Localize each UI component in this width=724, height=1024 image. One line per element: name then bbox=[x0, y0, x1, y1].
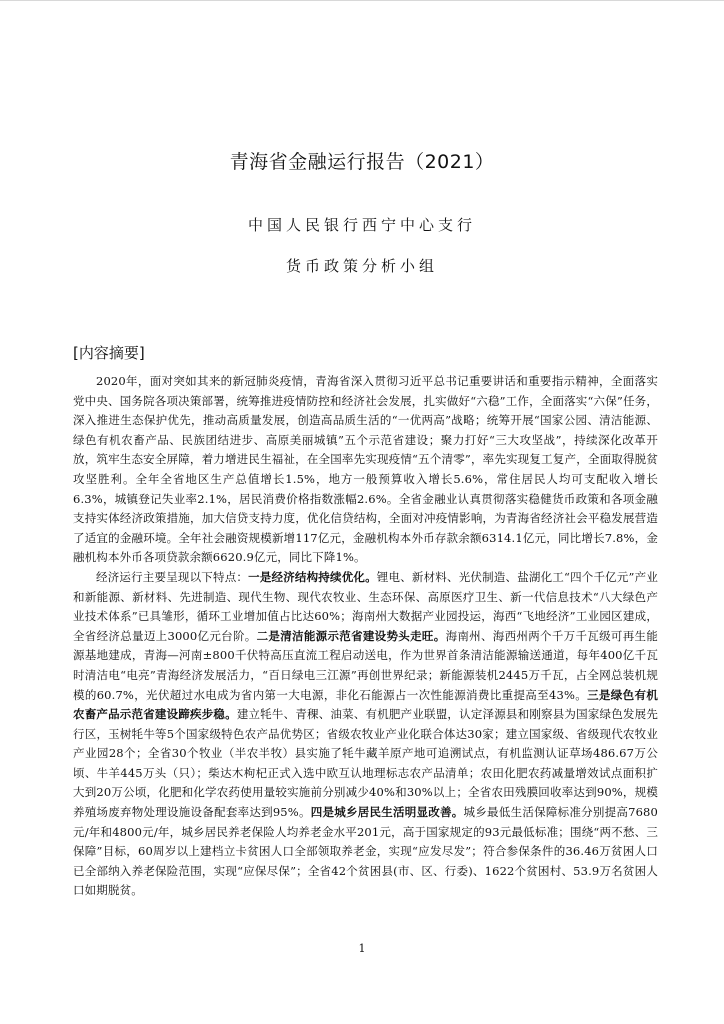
page-top-rule bbox=[0, 0, 724, 1]
features-intro: 经济运行主要呈现以下特点： bbox=[96, 569, 249, 584]
point-3-text: 建立牦牛、青稞、油菜、有机肥产业联盟，认定泽源县和刚察县为国家绿色发展先行区，玉树牦牛等5个国家级特色农产品优势区；省级农牧业产业化联合体达30家；建立国家级、省级现代农牧业产业园28个；全省30个牧业（半农半牧）县实施了牦牛藏羊原产地可追溯试点，有机监测认证草场486.67万公顷、牛羊445万头（只）；柴达木枸杞正式入选中欧互认地理标志农产品清单；农田化肥农药减量增效试点面积扩大到20万公顷，化肥和化学农药使用量较实施前分别减少40%和30%以上；全省农田残膜回收率达到90%，规模养殖场废弃物处理设施设备配套率达到95%。 bbox=[73, 707, 658, 820]
point-4-heading: 四是城乡居民生活明显改善。 bbox=[310, 805, 464, 820]
section-heading-summary: [内容摘要] bbox=[73, 344, 145, 362]
summary-paragraph-2 bbox=[73, 568, 658, 901]
issuing-organization: 中国人民银行西宁中心支行 bbox=[247, 216, 476, 234]
point-4-text: 城乡最低生活保障标准分别提高7680元/年和4800元/年，城乡居民养老保险人均养老金水平201元，高于国家规定的93元最低标准；围绕“两不愁、三保障”目标，60周岁以上建档立卡贫困人口全部领取养老金，实现“应发尽发”；符合参保条件的36.46万贫困人口已全部纳入养老保险范围，实现“应保尽保”；全省42个贫困县(市、区、行委)、1622个贫困村、53.9万名贫困人口如期脱贫。 bbox=[73, 805, 658, 898]
page-number: 1 bbox=[358, 942, 366, 955]
point-1-text: 锂电、新材料、光伏制造、盐湖化工“四个千亿元”产业和新能源、新材料、先进制造、现代生物、现代农牧业、生态环保、高原医疗卫生、新一代信息技术“八大绿色产业技术体系”已具雏形，循环工业增加值占比达60%；海南州大数据产业园投运，海西“飞地经济”工业园区建成，全省经济总量迈上3000亿元台阶。 bbox=[73, 569, 658, 643]
point-1-heading: 一是经济结构持续优化。 bbox=[248, 569, 377, 584]
point-2-heading: 二是清洁能源示范省建设势头走旺。 bbox=[256, 628, 446, 643]
point-3-heading: 三是绿色有机农畜产品示范省建设蹄疾步稳。 bbox=[73, 687, 658, 722]
author-group: 货币政策分析小组 bbox=[285, 257, 438, 275]
summary-body bbox=[73, 372, 658, 901]
summary-paragraph-1: 2020年，面对突如其来的新冠肺炎疫情，青海省深入贯彻习近平总书记重要讲话和重要指示精神，全面落实党中央、国务院各项决策部署，统筹推进疫情防控和经济社会发展，扎实做好“六稳”工作，全面落实“六保”任务，深入推进生态保护优先，推动高质量发展，创造高品质生活的“一优两高”战略；统筹开展“国家公园、清洁能源、绿色有机农畜产品、民族团结进步、高原美丽城镇”五个示范省建设；聚力打好“三大攻坚战”，持续深化改革开放，筑牢生态安全屏障，着力增进民生福祉，在全国率先实现疫情“五个清零”，率先实现复工复产，全面取得脱贫攻坚胜利。全年全省地区生产总值增长1.5%，地方一般预算收入增长5.6%，常住居民人均可支配收入增长6.3%，城镇登记失业率2.1%，居民消费价格指数涨幅2.6%。全省金融业认真贯彻落实稳健货币政策和各项金融支持实体经济政策措施，加大信贷支持力度，优化信贷结构，全面对冲疫情影响，为青海省经济社会平稳发展营造了适宜的金融环境。全年社会融资规模新增117亿元，金融机构本外币存款余额6314.1亿元，同比增长7.8%，金融机构本外币各项贷款余额6620.9亿元，同比下降1%。 bbox=[73, 374, 658, 565]
report-title: 青海省金融运行报告（2021） bbox=[229, 151, 495, 173]
point-2-text: 海南州、海西州两个千万千瓦级可再生能源基地建成，青海—河南±800千伏特高压直流工程启动送电，作为世界首条清洁能源输送通道，每年400亿千瓦时清洁电“电亮”青海经济发展活力，“百日绿电三江源”再创世界纪录；新能源装机2445万千瓦，占全网总装机规模的60.7%，光伏超过水电成为省内第一大电源，非化石能源占一次性能源消费比重提高至43%。 bbox=[73, 628, 658, 702]
